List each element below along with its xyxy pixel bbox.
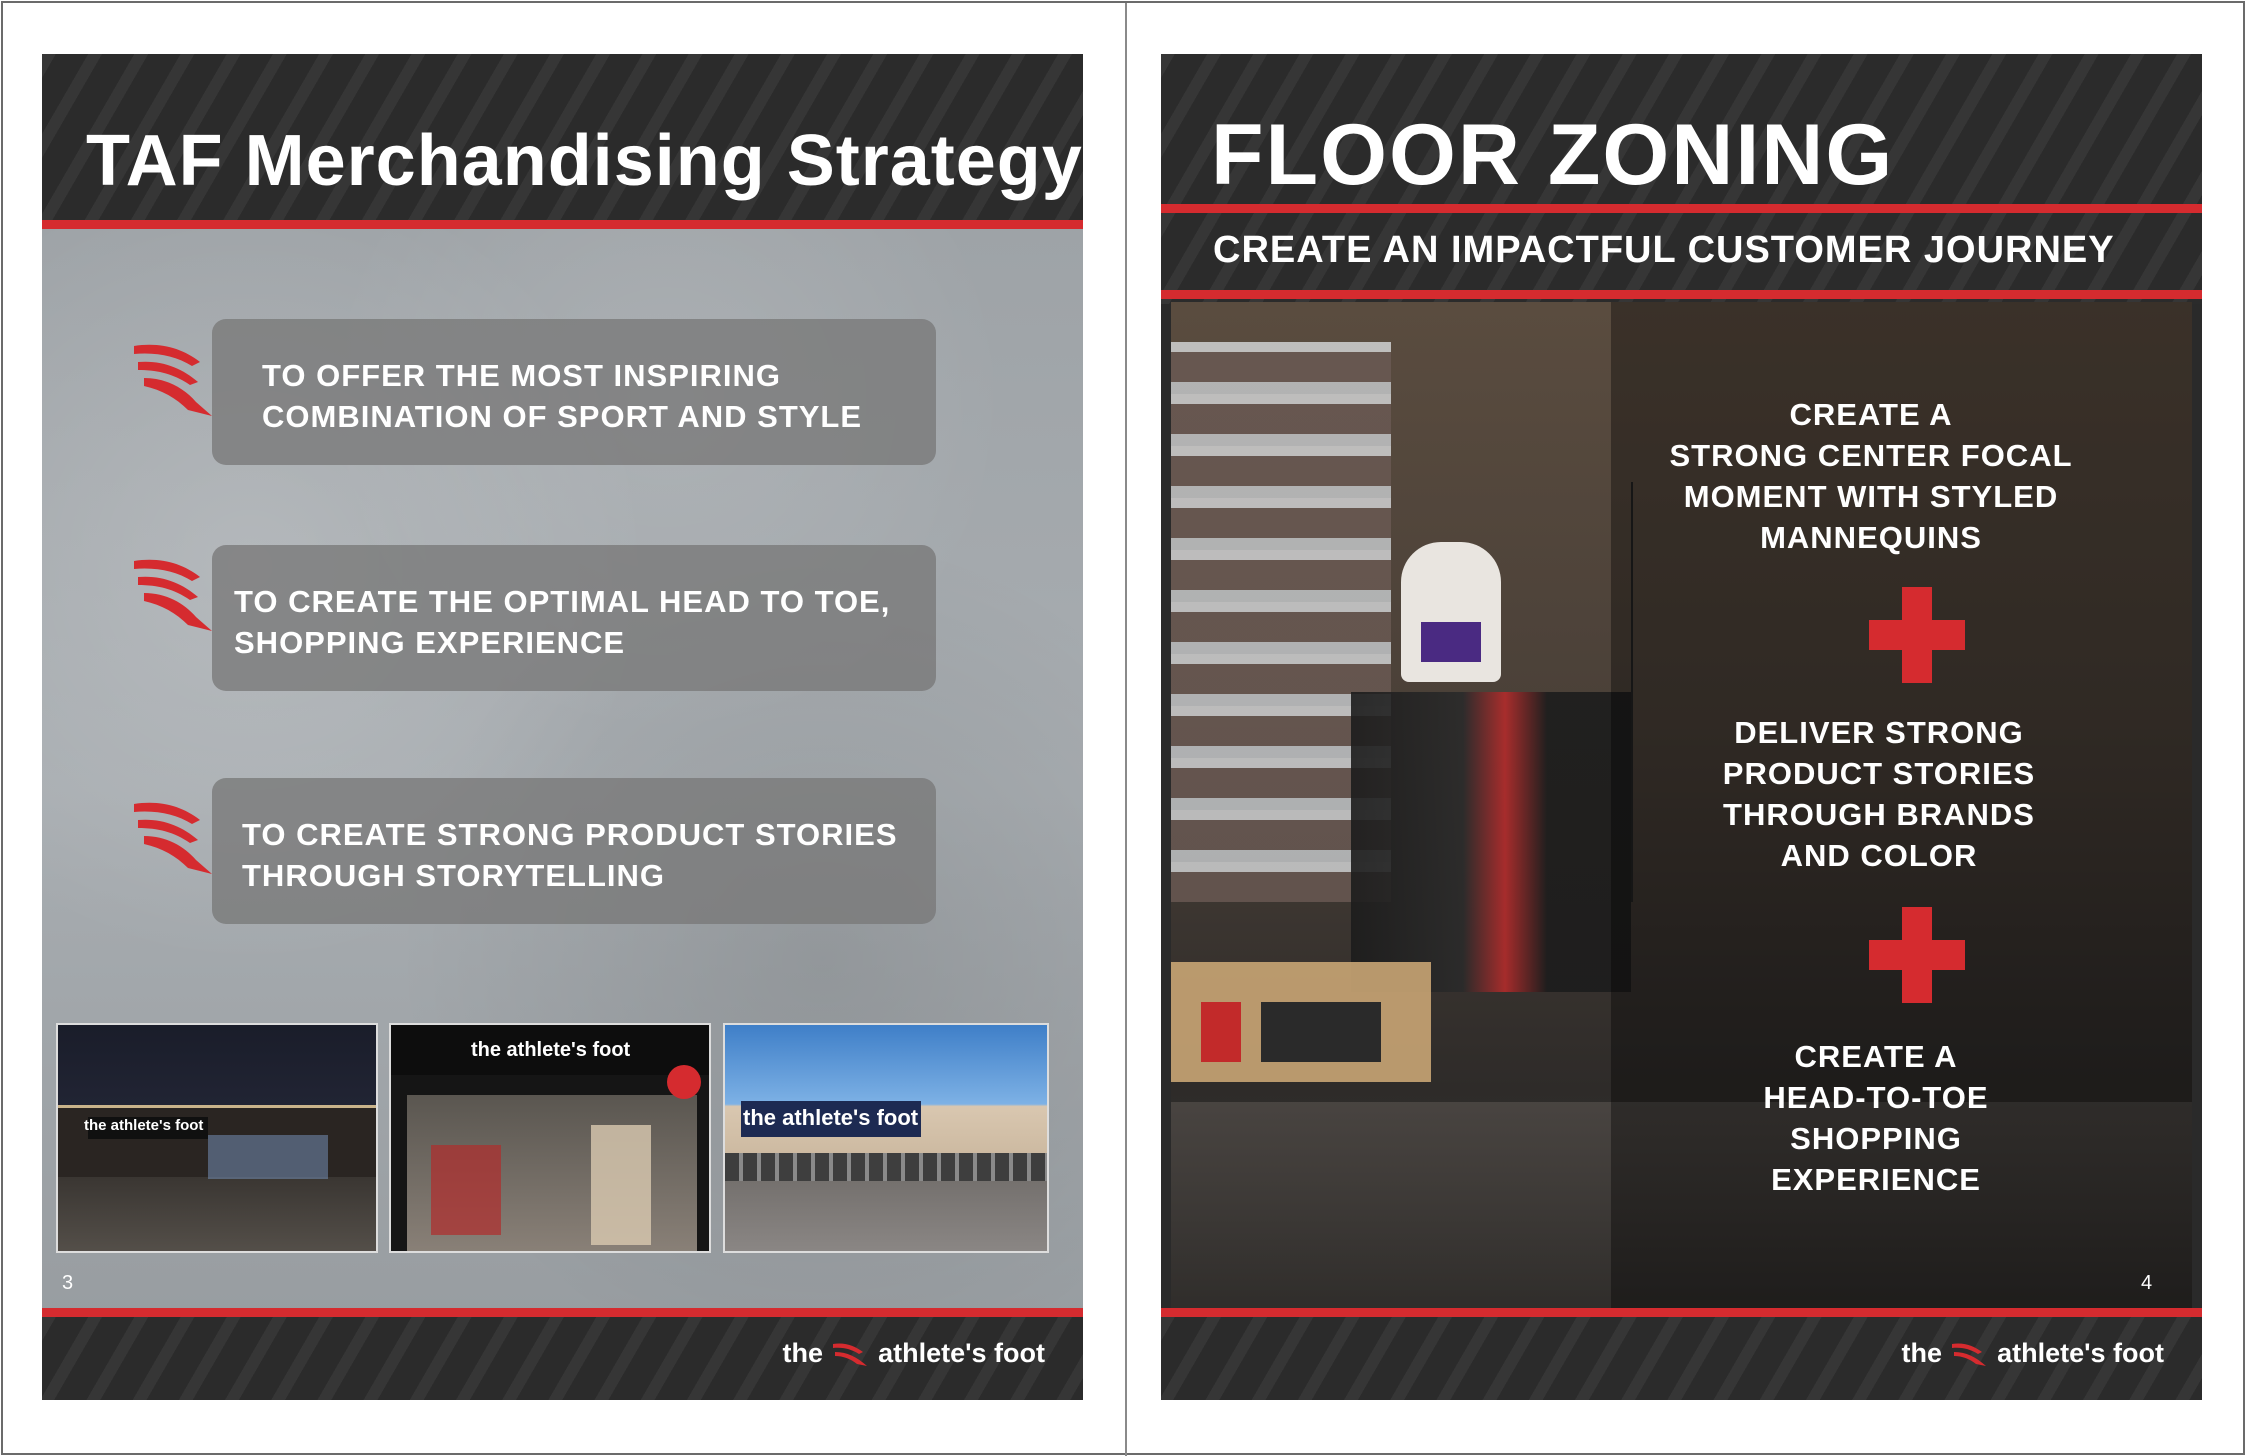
strategy-text: TO CREATE STRONG PRODUCT STORIES THROUGH STORYTELLING bbox=[242, 817, 898, 893]
page-merchandising-strategy bbox=[42, 54, 1083, 1400]
page-title: FLOOR ZONING bbox=[1211, 107, 1895, 203]
athletes-foot-logo bbox=[783, 1338, 1045, 1370]
plus-icon bbox=[1869, 907, 1965, 1003]
athletes-foot-logo bbox=[1902, 1338, 2164, 1370]
zone-text: CREATE A STRONG CENTER FOCAL MOMENT WITH STYLED MANNEQUINS bbox=[1669, 397, 2073, 555]
page-subtitle: CREATE AN IMPACTFUL CUSTOMER JOURNEY bbox=[1213, 229, 2115, 271]
zone-text: CREATE A HEAD-TO-TOE SHOPPING EXPERIENCE bbox=[1763, 1039, 1989, 1197]
footer-band bbox=[1161, 1317, 2202, 1400]
footer-divider bbox=[1161, 1308, 2202, 1317]
page-number: 3 bbox=[62, 1272, 74, 1294]
winged-foot-icon bbox=[1950, 1340, 1990, 1370]
header-divider bbox=[42, 220, 1083, 229]
store-sign: the athlete's foot bbox=[471, 1039, 631, 1061]
header-divider bbox=[1161, 204, 2202, 213]
page-number: 4 bbox=[2141, 1272, 2153, 1294]
strategy-text: TO OFFER THE MOST INSPIRING COMBINATION OF SPORT AND STYLE bbox=[262, 358, 863, 434]
subtitle-divider bbox=[1161, 290, 2202, 299]
document-spread bbox=[1, 1, 2245, 1455]
footer-band bbox=[42, 1317, 1083, 1400]
strategy-text: TO CREATE THE OPTIMAL HEAD TO TOE, SHOPPING EXPERIENCE bbox=[234, 584, 891, 660]
store-sign: the athlete's foot bbox=[84, 1117, 204, 1134]
strategy-box bbox=[212, 319, 936, 465]
winged-foot-icon bbox=[831, 1340, 871, 1370]
winged-foot-icon bbox=[130, 338, 216, 418]
storefront-photo-mall bbox=[389, 1023, 711, 1253]
storefront-photo-strip-mall bbox=[723, 1023, 1049, 1253]
strategy-box bbox=[212, 545, 936, 691]
logo-prefix: the bbox=[782, 1338, 824, 1369]
page-fold bbox=[1125, 3, 1127, 1456]
strategy-box bbox=[212, 778, 936, 924]
logo-prefix: the bbox=[1901, 1338, 1943, 1369]
logo-name: athlete's foot bbox=[878, 1338, 1045, 1369]
page-title: TAF Merchandising Strategy bbox=[86, 121, 1083, 201]
plus-icon bbox=[1869, 587, 1965, 683]
logo-name: athlete's foot bbox=[1997, 1338, 2164, 1369]
store-sign: the athlete's foot bbox=[743, 1105, 919, 1130]
winged-foot-icon bbox=[130, 553, 216, 633]
page-floor-zoning bbox=[1161, 54, 2202, 1400]
zone-text: DELIVER STRONG PRODUCT STORIES THROUGH BRANDS AND COLOR bbox=[1722, 715, 2036, 873]
winged-foot-icon bbox=[130, 796, 216, 876]
footer-divider bbox=[42, 1308, 1083, 1317]
storefront-photo-night bbox=[56, 1023, 378, 1253]
